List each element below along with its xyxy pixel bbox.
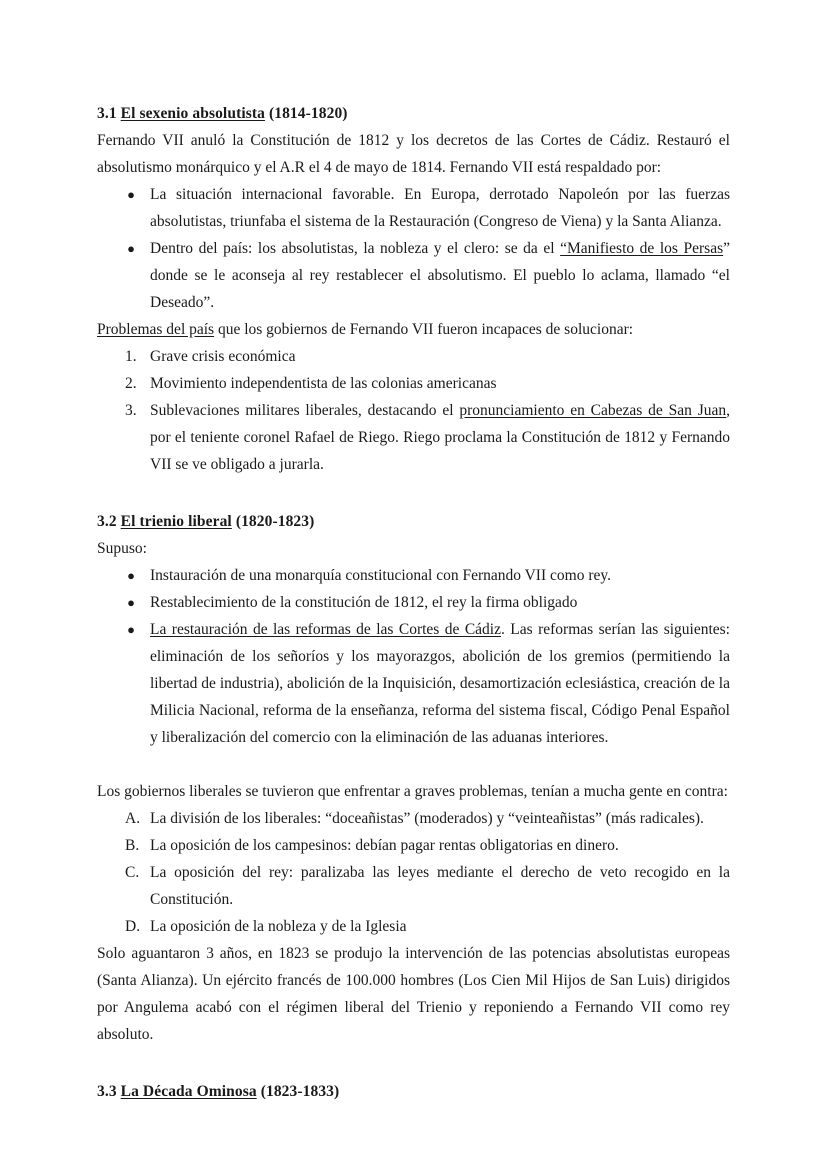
table-row	[97, 913, 730, 940]
table-row	[97, 397, 730, 478]
section-3-2-bullet-list	[97, 562, 730, 751]
section-title: La Década Ominosa	[120, 1083, 257, 1100]
table-row	[97, 343, 730, 370]
section-years: (1820-1823)	[235, 513, 315, 530]
bullet-icon: ●	[127, 241, 135, 256]
section-3-1-numbered-list	[97, 343, 730, 478]
table-row	[97, 832, 730, 859]
list-item-text: Restablecimiento de la constitución de 1812, el rey la firma obligado	[150, 594, 578, 611]
section-heading-3-1	[97, 100, 730, 127]
list-item	[97, 181, 730, 235]
list-item-text: Instauración de una monarquía constitucional con Fernando VII como rey.	[150, 567, 611, 584]
section-title: El trienio liberal	[120, 513, 232, 530]
text-post: , por el teniente coronel Rafael de Riego. Riego proclama la Constitución de 1812 y Fernando VII se ve obligado a jurarla.	[150, 402, 730, 473]
list-item-text	[150, 402, 730, 473]
list-item-text: Movimiento independentista de las colonias americanas	[150, 375, 497, 392]
table-row	[97, 859, 730, 913]
section-heading-3-2	[97, 508, 730, 535]
list-item-text: La situación internacional favorable. En Europa, derrotado Napoleón por las fuerzas absolutistas, triunfaba el sistema de la Restauración (Congreso de Viena) y la Santa Alianza.	[150, 186, 730, 230]
paragraph-spacer	[97, 751, 730, 778]
section-years: (1823-1833)	[260, 1083, 340, 1100]
text-post: que los gobiernos de Fernando VII fueron incapaces de solucionar:	[214, 321, 634, 338]
section-3-1-bullet-list	[97, 181, 730, 316]
text-pre: Sublevaciones militares liberales, destacando el	[150, 402, 460, 419]
list-marker: A.	[125, 810, 141, 827]
section-3-2-alpha-list	[97, 805, 730, 940]
list-item-text	[150, 621, 730, 746]
section-number: 3.3	[97, 1083, 117, 1100]
text-post: ” donde se le aconseja al rey restablecer el absolutismo. El pueblo lo aclama, llamado “el Deseado”.	[150, 240, 731, 311]
underlined-term: Problemas del país	[97, 321, 215, 338]
list-marker: 1.	[125, 348, 137, 365]
bullet-icon: ●	[127, 622, 135, 637]
table-row	[97, 370, 730, 397]
list-marker: 2.	[125, 375, 137, 392]
list-marker: 3.	[125, 402, 137, 419]
section-years: (1814-1820)	[268, 105, 348, 122]
list-item-text: La oposición de la nobleza y de la Iglesia	[150, 918, 407, 935]
underlined-term: La restauración de las reformas de las Cortes de Cádiz	[150, 621, 501, 638]
list-item-text: La oposición de los campesinos: debían pagar rentas obligatorias en dinero.	[150, 837, 619, 854]
list-item	[97, 235, 730, 316]
list-item	[97, 562, 730, 589]
list-item	[97, 616, 730, 751]
section-number: 3.1	[97, 105, 117, 122]
underlined-term: pronunciamiento en Cabezas de San Juan	[459, 402, 727, 419]
section-number: 3.2	[97, 513, 117, 530]
section-3-2-intro-paragraph: Supuso:	[97, 540, 147, 557]
list-item-text	[150, 240, 730, 311]
section-spacer-2	[97, 1048, 730, 1078]
section-heading-3-3	[97, 1078, 730, 1105]
section-title: El sexenio absolutista	[120, 105, 265, 122]
document-body	[97, 100, 730, 1105]
list-item	[97, 589, 730, 616]
section-3-2-problems-intro: Los gobiernos liberales se tuvieron que enfrentar a graves problemas, tenían a mucha gente en contra:	[97, 783, 728, 800]
table-row	[97, 805, 730, 832]
list-marker: B.	[125, 837, 140, 854]
underlined-term: “Manifiesto de los Persas	[560, 240, 724, 257]
list-item-text: La división de los liberales: “doceañistas” (moderados) y “veinteañistas” (más radicales).	[150, 810, 704, 827]
section-3-1-intro-paragraph: Fernando VII anuló la Constitución de 1812 y los decretos de las Cortes de Cádiz. Restauró el absolutismo monárquico y el A.R el 4 de mayo de 1814. Fernando VII está respaldado por:	[97, 132, 730, 176]
list-marker: C.	[125, 864, 140, 881]
list-marker: D.	[125, 918, 141, 935]
list-item-text: La oposición del rey: paralizaba las leyes mediante el derecho de veto recogido en la Constitución.	[150, 864, 730, 908]
section-spacer	[97, 478, 730, 508]
bullet-icon: ●	[127, 187, 135, 202]
text-pre: Dentro del país: los absolutistas, la nobleza y el clero: se da el	[150, 240, 561, 257]
text-post: . Las reformas serían las siguientes: eliminación de los señoríos y los mayorazgos, abolición de los gremios (permitiendo la libertad de industria), abolición de la Inquisición, desamortización eclesiástica, creación de la Milicia Nacional, reforma de la enseñanza, reforma del sistema fiscal, Código Penal Español y liberalización del comercio con la eliminación de las aduanas interiores.	[150, 621, 730, 746]
problems-lead-in	[97, 316, 730, 343]
list-item-text: Grave crisis económica	[150, 348, 296, 365]
section-3-2-closing-paragraph: Solo aguantaron 3 años, en 1823 se produjo la intervención de las potencias absolutistas europeas (Santa Alianza). Un ejército francés de 100.000 hombres (Los Cien Mil Hijos de San Luis) dirigidos por Angulema acabó con el régimen liberal del Trienio y reponiendo a Fernando VII como rey absoluto.	[97, 945, 730, 1043]
bullet-icon: ●	[127, 568, 135, 583]
bullet-icon: ●	[127, 595, 135, 610]
